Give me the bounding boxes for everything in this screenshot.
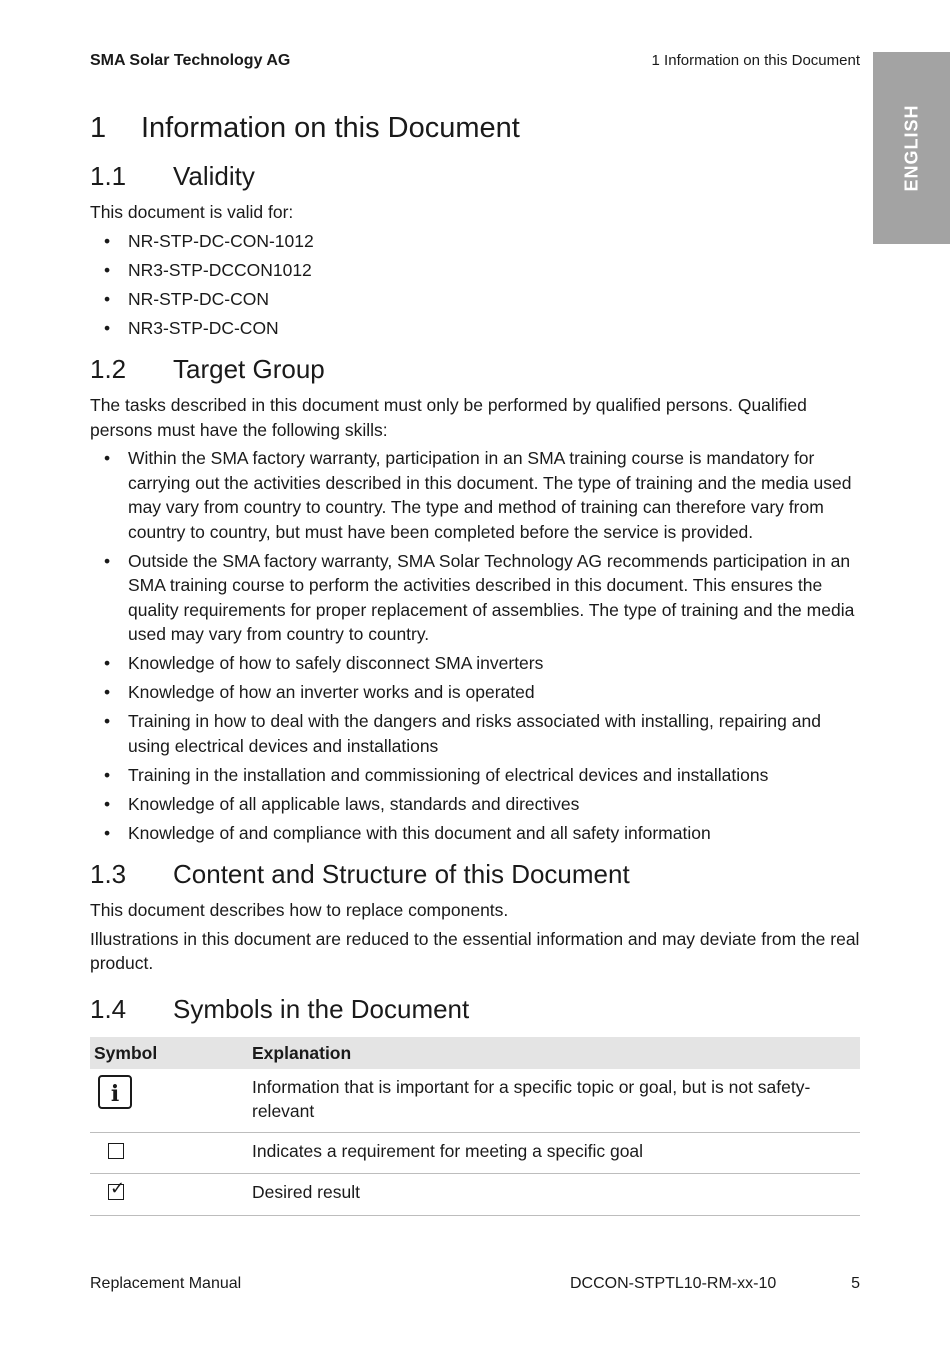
list-item: • NR-STP-DC-CON xyxy=(90,287,860,312)
table-row xyxy=(90,1174,860,1216)
list-item: • NR3-STP-DC-CON xyxy=(90,316,860,341)
checkbox-empty-icon xyxy=(108,1143,124,1159)
chapter-number: 1 xyxy=(90,112,107,144)
validity-list xyxy=(90,229,860,341)
list-item: • Training in the installation and commissioning of electrical devices and installations xyxy=(90,763,860,788)
target-list xyxy=(90,446,860,845)
section-number: 1.4 xyxy=(90,993,127,1024)
symbol-cell xyxy=(90,1069,248,1133)
information-icon: i xyxy=(98,1075,132,1109)
list-item: • NR-STP-DC-CON-1012 xyxy=(90,229,860,254)
list-item: • Knowledge of how an inverter works and is operated xyxy=(90,680,860,705)
section-title: Target Group xyxy=(173,354,325,384)
content-paragraph-2: Illustrations in this document are reduced to the essential information and may deviate from the real product. xyxy=(90,928,860,973)
explanation-cell: Information that is important for a specific topic or goal, but is not safety-relevant xyxy=(248,1069,860,1133)
section-heading-target-group xyxy=(90,354,860,385)
list-item: • NR3-STP-DCCON1012 xyxy=(90,258,860,283)
header-company: SMA Solar Technology AG xyxy=(90,52,291,69)
content-paragraph-1: This document describes how to replace components. xyxy=(90,900,509,920)
header-chapter: 1 Information on this Document xyxy=(651,52,860,69)
symbols-table xyxy=(90,1037,860,1216)
list-item: • Knowledge of and compliance with this document and all safety information xyxy=(90,821,860,846)
chapter-title: Information on this Document xyxy=(141,112,520,144)
table-row xyxy=(90,1132,860,1174)
table-header-row xyxy=(90,1037,860,1069)
section-number: 1.2 xyxy=(90,354,127,384)
section-title: Validity xyxy=(173,161,255,191)
checkbox-checked-icon xyxy=(108,1178,126,1200)
target-intro: The tasks described in this document must only be performed by qualified persons. Qualified persons must have the following skills: xyxy=(90,395,807,440)
section-heading-validity xyxy=(90,161,860,192)
column-header-symbol: Symbol xyxy=(90,1037,248,1069)
page-content xyxy=(90,112,860,1216)
section-title: Content and Structure of this Document xyxy=(173,859,630,889)
language-tab xyxy=(873,52,950,244)
validity-intro: This document is valid for: xyxy=(90,202,294,222)
language-tab-label: ENGLISH xyxy=(901,104,921,192)
section-title: Symbols in the Document xyxy=(173,993,470,1024)
list-item: • Knowledge of all applicable laws, standards and directives xyxy=(90,792,860,817)
list-item: • Within the SMA factory warranty, participation in an SMA training course is mandatory for carrying out the activities described in this document. The type of training and the media used may vary from country to country. The type and method of training can therefore vary from country to country, but must have been completed before the service is provided. xyxy=(90,446,860,544)
table-row xyxy=(90,1069,860,1133)
column-header-explanation: Explanation xyxy=(248,1037,860,1069)
footer-title: Replacement Manual xyxy=(90,1275,242,1292)
symbol-cell xyxy=(90,1132,248,1174)
footer-doc-code: DCCON-STPTL10-RM-xx-10 xyxy=(570,1275,777,1292)
list-item: • Knowledge of how to safely disconnect SMA inverters xyxy=(90,651,860,676)
section-number: 1.1 xyxy=(90,161,127,191)
explanation-cell: Indicates a requirement for meeting a specific goal xyxy=(248,1132,860,1174)
list-item: • Outside the SMA factory warranty, SMA Solar Technology AG recommends participation in an SMA training course to perform the activities described in this document. This ensures the quality requirements for proper replacement of assemblies. The type of training and the media used may vary from country to country. xyxy=(90,549,860,647)
chapter-heading xyxy=(90,112,860,145)
list-item: • Training in how to deal with the dangers and risks associated with installing, repairing and using electrical devices and installations xyxy=(90,709,860,758)
section-heading-symbols xyxy=(90,994,860,1025)
page-number: 5 xyxy=(851,1275,860,1292)
section-number: 1.3 xyxy=(90,859,127,889)
check-mark: ✓ xyxy=(110,1178,126,1198)
explanation-cell: Desired result xyxy=(248,1174,860,1216)
section-heading-content xyxy=(90,859,860,890)
symbol-cell xyxy=(90,1174,248,1216)
